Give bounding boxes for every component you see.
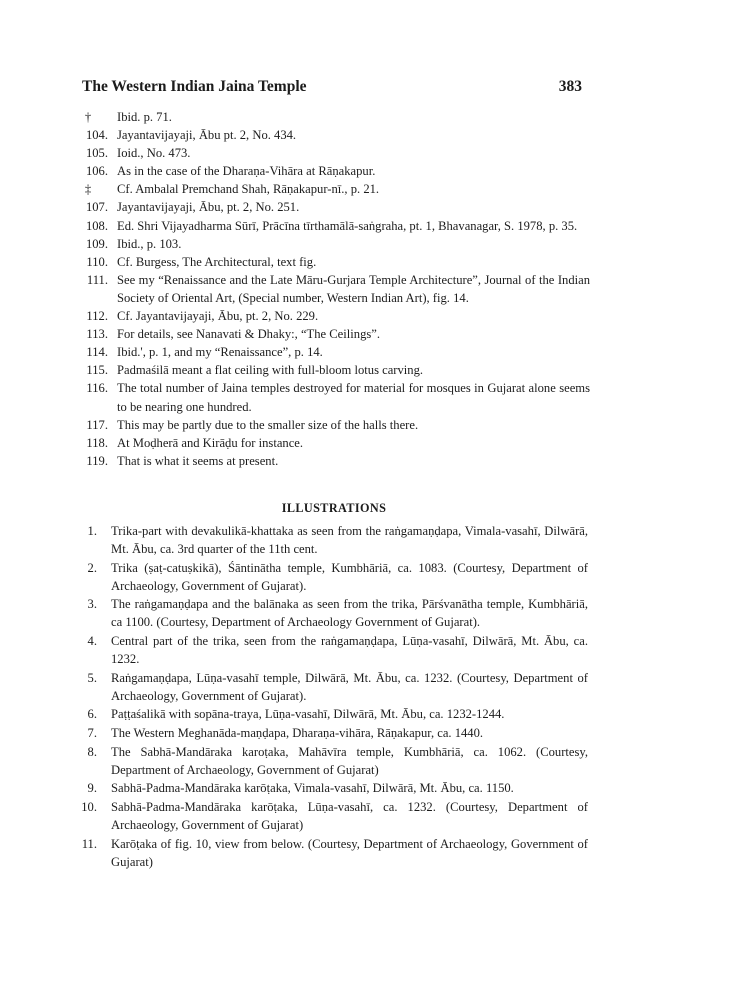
note-item xyxy=(78,361,590,379)
note-marker: 118. xyxy=(86,435,108,450)
note-text: Padmaśilā meant a flat ceiling with full-bloom lotus carving. xyxy=(117,363,424,378)
note-marker: 112. xyxy=(86,309,108,324)
note-marker: 104. xyxy=(85,128,108,143)
endnotes-list xyxy=(78,108,590,470)
note-marker: 108. xyxy=(85,218,108,233)
illustration-caption: The Western Meghanāda-maṇḍapa, Dharaṇa-vihāra, Rāṇakapur, ca. 1440. xyxy=(111,726,484,741)
illustration-number: 9. xyxy=(87,781,97,796)
note-text: Cf. Jayantavijayaji, Ābu, pt. 2, No. 229. xyxy=(117,309,319,324)
note-item xyxy=(78,325,590,343)
illustration-caption: The Sabhā-Mandāraka karoṭaka, Mahāvīra temple, Kumbhāriā, ca. 1062. (Courtesy, Department of Archaeology, Government of Gujarat) xyxy=(111,744,588,777)
note-item xyxy=(78,180,590,198)
illustrations-list xyxy=(78,522,588,871)
illustration-item xyxy=(78,522,588,558)
illustration-item xyxy=(78,669,588,705)
illustration-item xyxy=(78,559,588,595)
illustration-item xyxy=(78,705,588,723)
illustration-number: 1. xyxy=(87,524,97,538)
illustration-item xyxy=(78,779,588,797)
note-marker: 114. xyxy=(86,345,108,360)
note-marker: 115. xyxy=(86,363,108,378)
note-text: See my “Renaissance and the Late Māru-Gurjara Temple Architecture”, Journal of the Indian Society of Oriental Art, (Special number, Western Indian Art), fig. 14. xyxy=(117,272,590,305)
note-item xyxy=(78,144,590,162)
illustration-number: 3. xyxy=(87,597,97,612)
note-marker: 110. xyxy=(86,254,108,269)
illustration-item xyxy=(78,724,588,742)
note-item xyxy=(78,235,590,253)
note-marker: 107. xyxy=(85,200,108,215)
illustration-number: 2. xyxy=(87,560,97,575)
note-text: Cf. Ambalal Premchand Shah, Rāṇakapur-nī., p. 21. xyxy=(117,182,380,197)
note-text: Cf. Burgess, The Architectural, text fig. xyxy=(117,254,317,269)
illustration-caption: The raṅgamaṇḍapa and the balānaka as seen from the trika, Pārśvanātha temple, Kumbhāriā, ca 1100. (Courtesy, Department of Archaeology Government of Gujarat). xyxy=(111,597,588,630)
note-text: Jayantavijayaji, Ābu pt. 2, No. 434. xyxy=(117,128,297,143)
illustration-number: 10. xyxy=(81,799,97,814)
note-text: Ibid. p. 71. xyxy=(117,110,172,124)
illustration-item xyxy=(78,835,588,871)
illustrations-heading: ILLUSTRATIONS xyxy=(281,501,387,515)
running-header xyxy=(82,78,582,98)
illustration-caption: Sabhā-Padma-Mandāraka karōṭaka, Lūṇa-vasahī, ca. 1232. (Courtesy, Department of Archaeology, Government of Gujarat) xyxy=(111,799,588,832)
note-item xyxy=(78,271,590,307)
note-item xyxy=(78,343,590,361)
note-marker: 116. xyxy=(86,381,108,396)
note-marker: 105. xyxy=(85,146,108,161)
note-item xyxy=(78,217,590,235)
note-text: Ibid., p. 103. xyxy=(117,236,182,251)
note-marker: 119. xyxy=(86,453,108,468)
illustration-number: 5. xyxy=(87,670,97,685)
note-text: For details, see Nanavati & Dhaky:, “The Ceilings”. xyxy=(117,327,380,342)
note-item xyxy=(78,307,590,325)
illustration-number: 6. xyxy=(87,707,97,722)
illustration-caption: Karōṭaka of fig. 10, view from below. (Courtesy, Department of Archaeology, Government of Gujarat) xyxy=(111,836,588,869)
note-text: As in the case of the Dharaṇa-Vihāra at Rāṇakapur. xyxy=(117,164,376,179)
illustration-caption: Trika (ṣaṭ-catuṣkikā), Śāntinātha temple, Kumbhāriā, ca. 1083. (Courtesy, Department of Archaeology, Government of Gujarat). xyxy=(111,560,588,593)
note-marker: 109. xyxy=(85,236,108,251)
illustration-number: 11. xyxy=(81,836,97,851)
note-text: At Moḍherā and Kirāḍu for instance. xyxy=(117,435,304,450)
note-item xyxy=(78,434,590,452)
illustration-number: 4. xyxy=(87,634,97,649)
note-text: Ioid., No. 473. xyxy=(117,146,191,161)
note-marker: 117. xyxy=(86,417,108,432)
note-item xyxy=(78,416,590,434)
note-item xyxy=(78,253,590,271)
illustration-caption: Paṭṭaśalikā with sopāna-traya, Lūṇa-vasahī, Dilwārā, Mt. Ābu, ca. 1232-1244. xyxy=(111,707,505,722)
note-text: This may be partly due to the smaller size of the halls there. xyxy=(117,417,419,432)
page-header-title: The Western Indian Jaina Temple xyxy=(82,78,307,95)
note-text: Jayantavijayaji, Ābu, pt. 2, No. 251. xyxy=(117,200,300,215)
note-item xyxy=(78,379,590,415)
illustration-caption: Sabhā-Padma-Mandāraka karōṭaka, Vimala-vasahī, Dilwārā, Mt. Ābu, ca. 1150. xyxy=(111,781,514,796)
note-text: The total number of Jaina temples destroyed for material for mosques in Gujarat alone seems to be nearing one hundred. xyxy=(117,381,590,414)
note-item xyxy=(78,108,590,126)
note-marker: † xyxy=(84,110,92,124)
illustration-number: 7. xyxy=(87,726,97,741)
illustration-caption: Raṅgamaṇḍapa, Lūṇa-vasahī temple, Dilwārā, Mt. Ābu, ca. 1232. (Courtesy, Department of Archaeology, Government of Gujarat). xyxy=(111,670,588,703)
note-marker: ‡ xyxy=(84,182,92,197)
illustration-number: 8. xyxy=(87,744,97,759)
note-item xyxy=(78,162,590,180)
page-number: 383 xyxy=(558,78,582,95)
illustration-item xyxy=(78,632,588,668)
illustration-item xyxy=(78,798,588,834)
illustration-item xyxy=(78,595,588,631)
illustration-caption: Central part of the trika, seen from the raṅgamaṇḍapa, Lūṇa-vasahī, Dilwārā, Mt. Ābu, ca. 1232. xyxy=(111,634,588,667)
note-text: Ed. Shri Vijayadharma Sūrī, Prācīna tīrthamālā-saṅgraha, pt. 1, Bhavanagar, S. 1978, p. 35. xyxy=(117,218,578,233)
note-marker: 106. xyxy=(85,164,108,179)
note-item xyxy=(78,452,590,470)
illustration-item xyxy=(78,743,588,779)
note-text: That is what it seems at present. xyxy=(117,453,279,468)
note-text: Ibid.', p. 1, and my “Renaissance”, p. 14. xyxy=(117,345,323,360)
note-marker: 113. xyxy=(86,327,108,342)
note-item xyxy=(78,126,590,144)
note-marker: 111. xyxy=(86,272,108,287)
note-item xyxy=(78,198,590,216)
illustration-caption: Trika-part with devakulikā-khattaka as seen from the raṅgamaṇḍapa, Vimala-vasahī, Dilwārā, Mt. Ābu, ca. 3rd quarter of the 11th cent. xyxy=(111,524,588,557)
